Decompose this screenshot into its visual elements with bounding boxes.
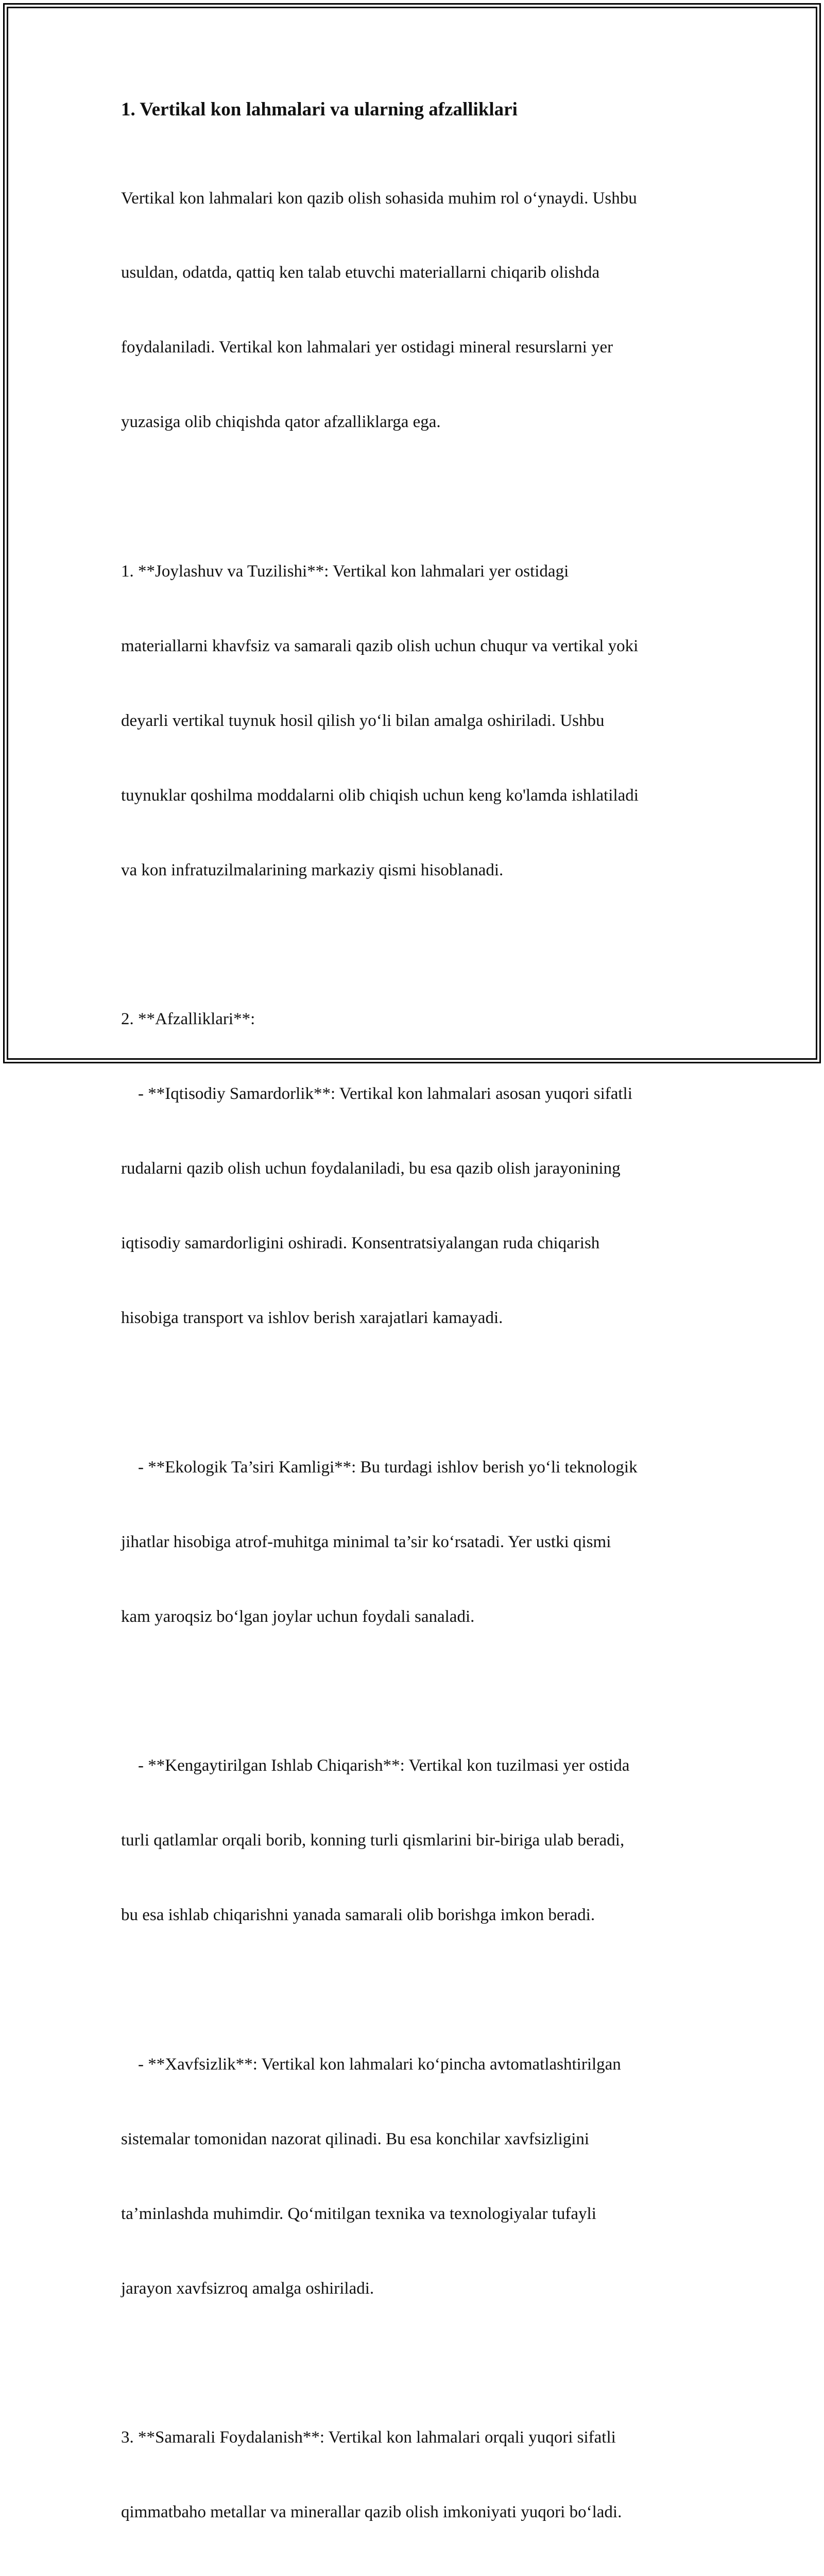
section-title: 1. Vertikal kon lahmalari va ularning afzalliklari <box>121 99 518 120</box>
text-line: materiallarni khavfsiz va samarali qazib olish uchun chuqur va vertikal yoki <box>121 636 639 655</box>
paragraph-location-structure <box>121 509 708 932</box>
text-line: va kon infratuzilmalarining markaziy qismi hisoblanadi. <box>121 860 504 879</box>
text-line: - **Kengaytirilgan Ishlab Chiqarish**: Vertikal kon tuzilmasi yer ostida <box>121 1756 630 1775</box>
text-line: - **Iqtisodiy Samardorlik**: Vertikal kon lahmalari asosan yuqori sifatli <box>121 1084 632 1104</box>
text-line: turli qatlamlar orqali borib, konning turli qismlarini bir-biriga ulab beradi, <box>121 1831 625 1850</box>
paragraph-intro <box>121 136 708 484</box>
text-line: usuldan, odatda, qattiq ken talab etuvchi materiallarni chiqarib olishda <box>121 263 600 282</box>
text-line: - **Ekologik Ta’siri Kamligi**: Bu turdagi ishlov berish yo‘li teknologik <box>121 1458 638 1477</box>
text-line: rudalarni qazib olish uchun foydalaniladi, bu esa qazib olish jarayonining <box>121 1159 621 1178</box>
text-line: deyarli vertikal tuynuk hosil qilish yo‘li bilan amalga oshiriladi. Ushbu <box>121 711 605 730</box>
text-line: hisobiga transport va ishlov berish xarajatlari kamayadi. <box>121 1308 503 1327</box>
text-line: sistemalar tomonidan nazorat qilinadi. Bu esa konchilar xavfsizligini <box>121 2129 590 2148</box>
text-line: jarayon xavfsizroq amalga oshiriladi. <box>121 2279 374 2298</box>
paragraph-ecological <box>121 1405 708 1679</box>
text-line: yuzasiga olib chiqishda qator afzalliklarga ega. <box>121 413 441 432</box>
text-line: 3. **Samarali Foydalanish**: Vertikal kon lahmalari orqali yuqori sifatli <box>121 2428 616 2447</box>
text-line: iqtisodiy samardorligini oshiradi. Konsentratsiyalangan ruda chiqarish <box>121 1234 600 1253</box>
text-line: tuynuklar qoshilma moddalarni olib chiqish uchun keng ko'lamda ishlatiladi <box>121 786 639 805</box>
text-line: 2. **Afzalliklari**: <box>121 1010 255 1029</box>
text-line: 1. **Joylashuv va Tuzilishi**: Vertikal kon lahmalari yer ostidagi <box>121 562 569 581</box>
text-line: kam yaroqsiz bo‘lgan joylar uchun foydali sanaladi. <box>121 1607 475 1626</box>
text-line: qimmatbaho metallar va minerallar qazib olish imkoniyati yuqori bo‘ladi. <box>121 2503 622 2522</box>
text-line: ta’minlashda muhimdir. Qo‘mitilgan texnika va texnologiyalar tufayli <box>121 2204 596 2223</box>
document-body <box>121 97 708 2576</box>
text-line: foydalaniladi. Vertikal kon lahmalari yer ostidagi mineral resurslarni yer <box>121 338 613 357</box>
paragraph-safety <box>121 2002 708 2350</box>
text-line: Vertikal kon lahmalari kon qazib olish sohasida muhim rol o‘ynaydi. Ushbu <box>121 189 637 208</box>
text-line: bu esa ishlab chiqarishni yanada samarali olib borishga imkon beradi. <box>121 1906 595 1925</box>
paragraph-efficient-use <box>121 2376 708 2576</box>
text-line: jihatlar hisobiga atrof-muhitga minimal ta’sir ko‘rsatadi. Yer ustki qismi <box>121 1532 611 1551</box>
text-line: - **Xavfsizlik**: Vertikal kon lahmalari ko‘pincha avtomatlashtirilgan <box>121 2055 621 2074</box>
paragraph-advantages <box>121 957 708 1380</box>
paragraph-production <box>121 1704 708 1977</box>
